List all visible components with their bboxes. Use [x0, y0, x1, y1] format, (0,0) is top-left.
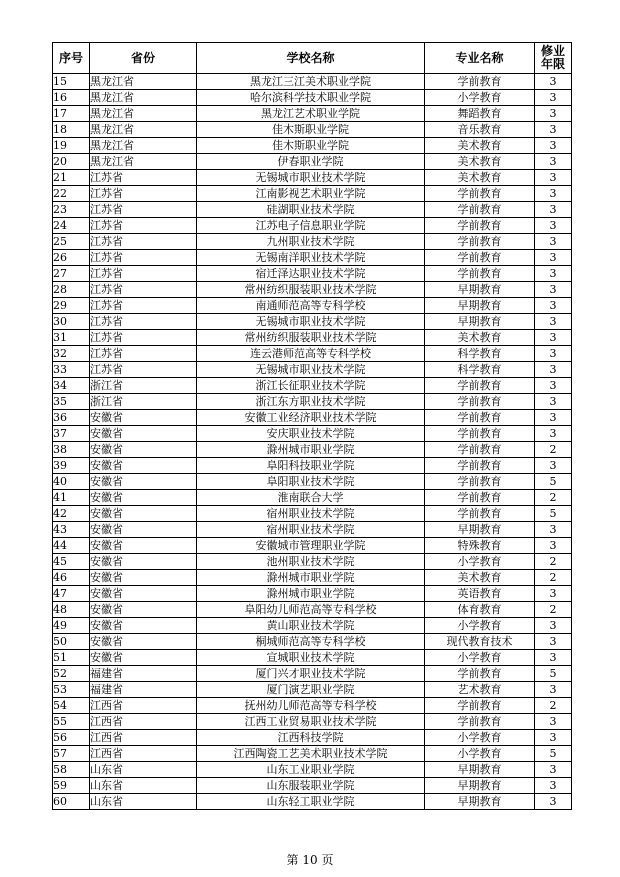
cell-num: 48	[53, 602, 90, 618]
cell-major: 学前教育	[425, 266, 535, 282]
cell-years: 5	[535, 474, 572, 490]
cell-province: 黑龙江省	[90, 154, 197, 170]
cell-num: 56	[53, 730, 90, 746]
cell-school: 伊春职业学院	[197, 154, 425, 170]
cell-num: 41	[53, 490, 90, 506]
table-row	[53, 106, 572, 122]
cell-years: 3	[535, 618, 572, 634]
cell-years: 3	[535, 298, 572, 314]
cell-years: 3	[535, 378, 572, 394]
table-row	[53, 250, 572, 266]
table-row	[53, 218, 572, 234]
cell-num: 19	[53, 138, 90, 154]
table-row	[53, 586, 572, 602]
cell-school: 连云港师范高等专科学校	[197, 346, 425, 362]
cell-years: 3	[535, 426, 572, 442]
cell-years: 5	[535, 746, 572, 762]
table-row	[53, 442, 572, 458]
cell-province: 江西省	[90, 714, 197, 730]
cell-major: 学前教育	[425, 394, 535, 410]
cell-years: 3	[535, 730, 572, 746]
cell-years: 3	[535, 714, 572, 730]
header-years-line1: 修业	[540, 44, 565, 58]
cell-num: 33	[53, 362, 90, 378]
cell-major: 学前教育	[425, 202, 535, 218]
cell-num: 54	[53, 698, 90, 714]
cell-province: 江西省	[90, 698, 197, 714]
cell-major: 学前教育	[425, 442, 535, 458]
cell-years: 2	[535, 442, 572, 458]
cell-num: 31	[53, 330, 90, 346]
cell-years: 3	[535, 634, 572, 650]
cell-school: 厦门演艺职业学院	[197, 682, 425, 698]
cell-major: 学前教育	[425, 666, 535, 682]
cell-num: 59	[53, 778, 90, 794]
cell-years: 3	[535, 650, 572, 666]
cell-school: 宿州职业技术学院	[197, 522, 425, 538]
cell-school: 宿州职业技术学院	[197, 506, 425, 522]
cell-province: 安徽省	[90, 506, 197, 522]
cell-major: 学前教育	[425, 378, 535, 394]
cell-major: 特殊教育	[425, 538, 535, 554]
table-row	[53, 74, 572, 90]
table-row	[53, 122, 572, 138]
cell-province: 安徽省	[90, 474, 197, 490]
cell-school: 黑龙江艺术职业学院	[197, 106, 425, 122]
table-row	[53, 682, 572, 698]
table-row	[53, 714, 572, 730]
cell-major: 学前教育	[425, 250, 535, 266]
cell-major: 学前教育	[425, 410, 535, 426]
cell-school: 抚州幼儿师范高等专科学校	[197, 698, 425, 714]
cell-province: 福建省	[90, 666, 197, 682]
cell-num: 17	[53, 106, 90, 122]
cell-school: 滁州城市职业学院	[197, 586, 425, 602]
cell-province: 黑龙江省	[90, 106, 197, 122]
cell-years: 3	[535, 282, 572, 298]
cell-province: 江苏省	[90, 298, 197, 314]
cell-years: 3	[535, 106, 572, 122]
cell-num: 42	[53, 506, 90, 522]
cell-major: 早期教育	[425, 298, 535, 314]
cell-years: 3	[535, 362, 572, 378]
cell-school: 硅湖职业技术学院	[197, 202, 425, 218]
cell-province: 山东省	[90, 794, 197, 810]
cell-school: 浙江长征职业技术学院	[197, 378, 425, 394]
cell-years: 5	[535, 506, 572, 522]
cell-num: 21	[53, 170, 90, 186]
cell-province: 江苏省	[90, 282, 197, 298]
cell-years: 3	[535, 154, 572, 170]
cell-school: 安徽工业经济职业技术学院	[197, 410, 425, 426]
cell-years: 3	[535, 266, 572, 282]
table-row	[53, 650, 572, 666]
cell-num: 38	[53, 442, 90, 458]
cell-province: 江苏省	[90, 170, 197, 186]
cell-major: 早期教育	[425, 762, 535, 778]
cell-school: 滁州城市职业学院	[197, 442, 425, 458]
cell-num: 23	[53, 202, 90, 218]
cell-major: 学前教育	[425, 74, 535, 90]
table-row	[53, 698, 572, 714]
cell-years: 3	[535, 74, 572, 90]
cell-num: 53	[53, 682, 90, 698]
cell-num: 18	[53, 122, 90, 138]
cell-major: 小学教育	[425, 746, 535, 762]
table-header-row	[53, 43, 572, 74]
table-row	[53, 602, 572, 618]
cell-num: 30	[53, 314, 90, 330]
table-row	[53, 186, 572, 202]
table-row	[53, 138, 572, 154]
table-row	[53, 298, 572, 314]
cell-province: 江苏省	[90, 346, 197, 362]
cell-major: 艺术教育	[425, 682, 535, 698]
cell-years: 3	[535, 314, 572, 330]
cell-major: 早期教育	[425, 778, 535, 794]
page-number: 第 10 页	[286, 853, 334, 867]
cell-num: 52	[53, 666, 90, 682]
cell-years: 3	[535, 186, 572, 202]
table-row	[53, 746, 572, 762]
cell-num: 34	[53, 378, 90, 394]
cell-major: 学前教育	[425, 426, 535, 442]
cell-years: 2	[535, 602, 572, 618]
cell-province: 安徽省	[90, 634, 197, 650]
cell-school: 无锡南洋职业技术学院	[197, 250, 425, 266]
cell-years: 3	[535, 138, 572, 154]
cell-province: 安徽省	[90, 490, 197, 506]
header-years-line2: 年限	[540, 57, 565, 71]
cell-province: 山东省	[90, 778, 197, 794]
cell-major: 美术教育	[425, 138, 535, 154]
cell-years: 3	[535, 762, 572, 778]
cell-school: 佳木斯职业学院	[197, 122, 425, 138]
cell-num: 39	[53, 458, 90, 474]
cell-num: 49	[53, 618, 90, 634]
cell-num: 28	[53, 282, 90, 298]
cell-province: 山东省	[90, 762, 197, 778]
cell-major: 学前教育	[425, 506, 535, 522]
cell-school: 无锡城市职业技术学院	[197, 170, 425, 186]
cell-major: 美术教育	[425, 570, 535, 586]
cell-province: 安徽省	[90, 442, 197, 458]
cell-num: 15	[53, 74, 90, 90]
cell-school: 淮南联合大学	[197, 490, 425, 506]
cell-num: 27	[53, 266, 90, 282]
cell-major: 学前教育	[425, 234, 535, 250]
table-row	[53, 538, 572, 554]
table-row	[53, 458, 572, 474]
cell-school: 阜阳幼儿师范高等专科学校	[197, 602, 425, 618]
cell-school: 安徽城市管理职业学院	[197, 538, 425, 554]
header-major: 专业名称	[425, 43, 535, 74]
cell-province: 安徽省	[90, 586, 197, 602]
cell-school: 江西科技学院	[197, 730, 425, 746]
cell-school: 佳木斯职业学院	[197, 138, 425, 154]
cell-num: 47	[53, 586, 90, 602]
cell-years: 2	[535, 554, 572, 570]
cell-school: 无锡城市职业技术学院	[197, 314, 425, 330]
cell-num: 24	[53, 218, 90, 234]
cell-school: 厦门兴才职业技术学院	[197, 666, 425, 682]
cell-major: 音乐教育	[425, 122, 535, 138]
cell-province: 江苏省	[90, 266, 197, 282]
cell-school: 江西陶瓷工艺美术职业技术学院	[197, 746, 425, 762]
table-row	[53, 266, 572, 282]
table-row	[53, 730, 572, 746]
cell-major: 学前教育	[425, 490, 535, 506]
table-row	[53, 554, 572, 570]
cell-years: 3	[535, 522, 572, 538]
cell-years: 3	[535, 218, 572, 234]
cell-major: 小学教育	[425, 650, 535, 666]
cell-province: 江苏省	[90, 234, 197, 250]
cell-major: 早期教育	[425, 522, 535, 538]
cell-province: 安徽省	[90, 650, 197, 666]
cell-years: 3	[535, 778, 572, 794]
cell-province: 江苏省	[90, 218, 197, 234]
cell-num: 50	[53, 634, 90, 650]
cell-years: 3	[535, 330, 572, 346]
cell-num: 25	[53, 234, 90, 250]
header-school: 学校名称	[197, 43, 425, 74]
cell-num: 35	[53, 394, 90, 410]
cell-school: 阜阳职业技术学院	[197, 474, 425, 490]
cell-years: 3	[535, 410, 572, 426]
header-num: 序号	[53, 43, 90, 74]
cell-years: 3	[535, 794, 572, 810]
cell-num: 36	[53, 410, 90, 426]
table-body	[53, 74, 572, 810]
cell-major: 科学教育	[425, 362, 535, 378]
cell-school: 宿迁泽达职业技术学院	[197, 266, 425, 282]
cell-years: 3	[535, 234, 572, 250]
cell-province: 福建省	[90, 682, 197, 698]
cell-school: 无锡城市职业技术学院	[197, 362, 425, 378]
cell-major: 现代教育技术	[425, 634, 535, 650]
cell-num: 22	[53, 186, 90, 202]
table-row	[53, 634, 572, 650]
cell-years: 3	[535, 458, 572, 474]
cell-major: 小学教育	[425, 730, 535, 746]
cell-major: 英语教育	[425, 586, 535, 602]
cell-school: 浙江东方职业技术学院	[197, 394, 425, 410]
table-row	[53, 346, 572, 362]
cell-province: 黑龙江省	[90, 90, 197, 106]
cell-major: 学前教育	[425, 698, 535, 714]
table-row	[53, 474, 572, 490]
cell-province: 江苏省	[90, 202, 197, 218]
cell-school: 山东服装职业学院	[197, 778, 425, 794]
cell-major: 体育教育	[425, 602, 535, 618]
table-row	[53, 794, 572, 810]
cell-years: 3	[535, 586, 572, 602]
cell-major: 学前教育	[425, 218, 535, 234]
cell-num: 58	[53, 762, 90, 778]
cell-major: 美术教育	[425, 170, 535, 186]
cell-years: 3	[535, 682, 572, 698]
cell-years: 3	[535, 122, 572, 138]
table-row	[53, 522, 572, 538]
cell-years: 2	[535, 490, 572, 506]
cell-province: 安徽省	[90, 618, 197, 634]
cell-province: 安徽省	[90, 554, 197, 570]
cell-num: 55	[53, 714, 90, 730]
table-row	[53, 618, 572, 634]
cell-years: 3	[535, 170, 572, 186]
table-row	[53, 362, 572, 378]
table-row	[53, 394, 572, 410]
cell-num: 43	[53, 522, 90, 538]
cell-major: 早期教育	[425, 794, 535, 810]
cell-school: 江苏电子信息职业学院	[197, 218, 425, 234]
cell-major: 舞蹈教育	[425, 106, 535, 122]
cell-num: 37	[53, 426, 90, 442]
cell-num: 57	[53, 746, 90, 762]
cell-school: 宣城职业技术学院	[197, 650, 425, 666]
cell-years: 2	[535, 570, 572, 586]
cell-school: 九州职业技术学院	[197, 234, 425, 250]
table-row	[53, 202, 572, 218]
table-row	[53, 90, 572, 106]
cell-province: 江苏省	[90, 362, 197, 378]
cell-num: 26	[53, 250, 90, 266]
cell-school: 池州职业技术学院	[197, 554, 425, 570]
table-row	[53, 778, 572, 794]
cell-school: 山东轻工职业学院	[197, 794, 425, 810]
cell-province: 江西省	[90, 730, 197, 746]
cell-school: 阜阳科技职业学院	[197, 458, 425, 474]
cell-province: 安徽省	[90, 410, 197, 426]
cell-province: 江苏省	[90, 314, 197, 330]
cell-school: 江南影视艺术职业学院	[197, 186, 425, 202]
cell-major: 早期教育	[425, 282, 535, 298]
cell-years: 3	[535, 90, 572, 106]
cell-province: 江苏省	[90, 186, 197, 202]
table-row	[53, 426, 572, 442]
cell-num: 29	[53, 298, 90, 314]
cell-school: 江西工业贸易职业技术学院	[197, 714, 425, 730]
cell-num: 16	[53, 90, 90, 106]
table-row	[53, 762, 572, 778]
cell-years: 3	[535, 250, 572, 266]
cell-province: 安徽省	[90, 426, 197, 442]
table-row	[53, 170, 572, 186]
cell-school: 桐城师范高等专科学校	[197, 634, 425, 650]
cell-province: 江苏省	[90, 330, 197, 346]
cell-major: 学前教育	[425, 714, 535, 730]
cell-province: 安徽省	[90, 458, 197, 474]
table-row	[53, 234, 572, 250]
school-major-table	[52, 42, 572, 810]
cell-major: 小学教育	[425, 90, 535, 106]
cell-school: 黄山职业技术学院	[197, 618, 425, 634]
table-row	[53, 666, 572, 682]
table-row	[53, 154, 572, 170]
cell-num: 20	[53, 154, 90, 170]
cell-num: 45	[53, 554, 90, 570]
cell-major: 科学教育	[425, 346, 535, 362]
cell-num: 40	[53, 474, 90, 490]
cell-major: 美术教育	[425, 330, 535, 346]
table-row	[53, 314, 572, 330]
cell-num: 51	[53, 650, 90, 666]
cell-major: 学前教育	[425, 474, 535, 490]
cell-school: 哈尔滨科学技术职业学院	[197, 90, 425, 106]
cell-province: 黑龙江省	[90, 74, 197, 90]
table-row	[53, 506, 572, 522]
cell-major: 学前教育	[425, 186, 535, 202]
cell-years: 5	[535, 666, 572, 682]
cell-num: 46	[53, 570, 90, 586]
cell-major: 美术教育	[425, 154, 535, 170]
cell-school: 黑龙江三江美术职业学院	[197, 74, 425, 90]
cell-num: 32	[53, 346, 90, 362]
header-years	[535, 43, 572, 74]
table-row	[53, 282, 572, 298]
cell-province: 江西省	[90, 746, 197, 762]
cell-school: 山东工业职业学院	[197, 762, 425, 778]
cell-school: 南通师范高等专科学校	[197, 298, 425, 314]
cell-province: 浙江省	[90, 394, 197, 410]
cell-major: 小学教育	[425, 618, 535, 634]
cell-major: 早期教育	[425, 314, 535, 330]
table-row	[53, 490, 572, 506]
cell-major: 小学教育	[425, 554, 535, 570]
cell-province: 安徽省	[90, 522, 197, 538]
cell-num: 44	[53, 538, 90, 554]
cell-years: 3	[535, 394, 572, 410]
cell-school: 常州纺织服装职业技术学院	[197, 282, 425, 298]
table-row	[53, 378, 572, 394]
header-province: 省份	[90, 43, 197, 74]
cell-province: 安徽省	[90, 538, 197, 554]
cell-province: 安徽省	[90, 602, 197, 618]
table-row	[53, 570, 572, 586]
cell-school: 安庆职业技术学院	[197, 426, 425, 442]
cell-province: 黑龙江省	[90, 138, 197, 154]
cell-school: 常州纺织服装职业技术学院	[197, 330, 425, 346]
cell-province: 浙江省	[90, 378, 197, 394]
cell-province: 黑龙江省	[90, 122, 197, 138]
table-row	[53, 410, 572, 426]
cell-years: 2	[535, 698, 572, 714]
cell-years: 3	[535, 346, 572, 362]
cell-province: 安徽省	[90, 570, 197, 586]
cell-school: 滁州城市职业学院	[197, 570, 425, 586]
table-row	[53, 330, 572, 346]
cell-years: 3	[535, 538, 572, 554]
cell-major: 学前教育	[425, 458, 535, 474]
cell-num: 60	[53, 794, 90, 810]
cell-years: 3	[535, 202, 572, 218]
cell-province: 江苏省	[90, 250, 197, 266]
